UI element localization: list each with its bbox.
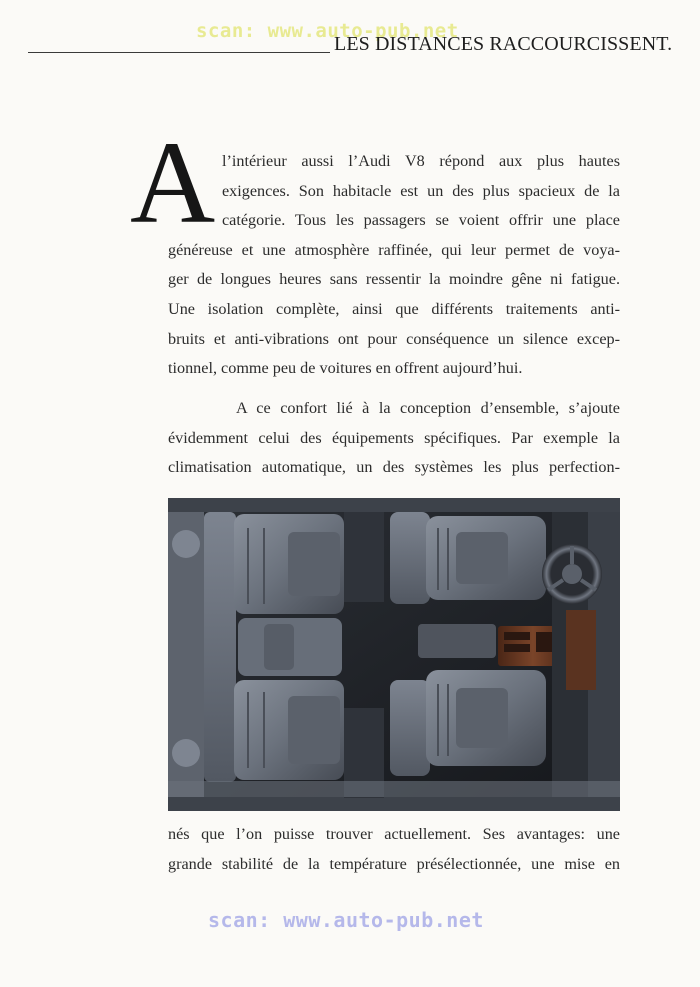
watermark-top: scan: www.auto-pub.net <box>196 20 459 42</box>
header-rule <box>28 52 330 53</box>
text-line: généreuse et une atmosphère raffinée, qui leur permet de voya- <box>168 240 620 259</box>
text-line: nés que l’on puisse trouver actuellement. Ses avantages: une <box>168 825 620 843</box>
text-line: catégorie. Tous les passagers se voient offrir une place <box>222 211 620 230</box>
text-line: tionnel, comme peu de voitures en offrent aujourd’hui. <box>168 359 523 378</box>
text-line: évidemment celui des équipements spécifiques. Par exemple la <box>168 428 620 447</box>
paragraph-2 <box>168 394 620 483</box>
paragraph-3 <box>168 820 620 879</box>
text-line: grande stabilité de la température présélectionnée, une mise en <box>168 854 620 873</box>
text-line: climatisation automatique, un des systèmes les plus perfection- <box>168 458 620 477</box>
text-line: exigences. Son habitacle est un des plus spacieux de la <box>222 181 620 200</box>
watermark-bottom: scan: www.auto-pub.net <box>208 908 484 932</box>
car-interior-top-view <box>168 498 620 811</box>
text-line: Une isolation complète, ainsi que différents traitements anti- <box>168 299 620 318</box>
interior-photo <box>168 498 620 811</box>
page-title: LES DISTANCES RACCOURCISSENT. <box>334 33 673 55</box>
text-line: l’intérieur aussi l’Audi V8 répond aux plus hautes <box>222 152 620 170</box>
drop-cap: A <box>130 117 216 248</box>
paragraph-1 <box>168 147 620 384</box>
text-line: A ce confort lié à la conception d’ensemble, s’ajoute <box>236 399 620 417</box>
text-line: ger de longues heures sans ressentir la moindre gêne ni fatigue. <box>168 270 620 289</box>
text-line: bruits et anti-vibrations ont pour conséquence un silence excep- <box>168 329 620 348</box>
